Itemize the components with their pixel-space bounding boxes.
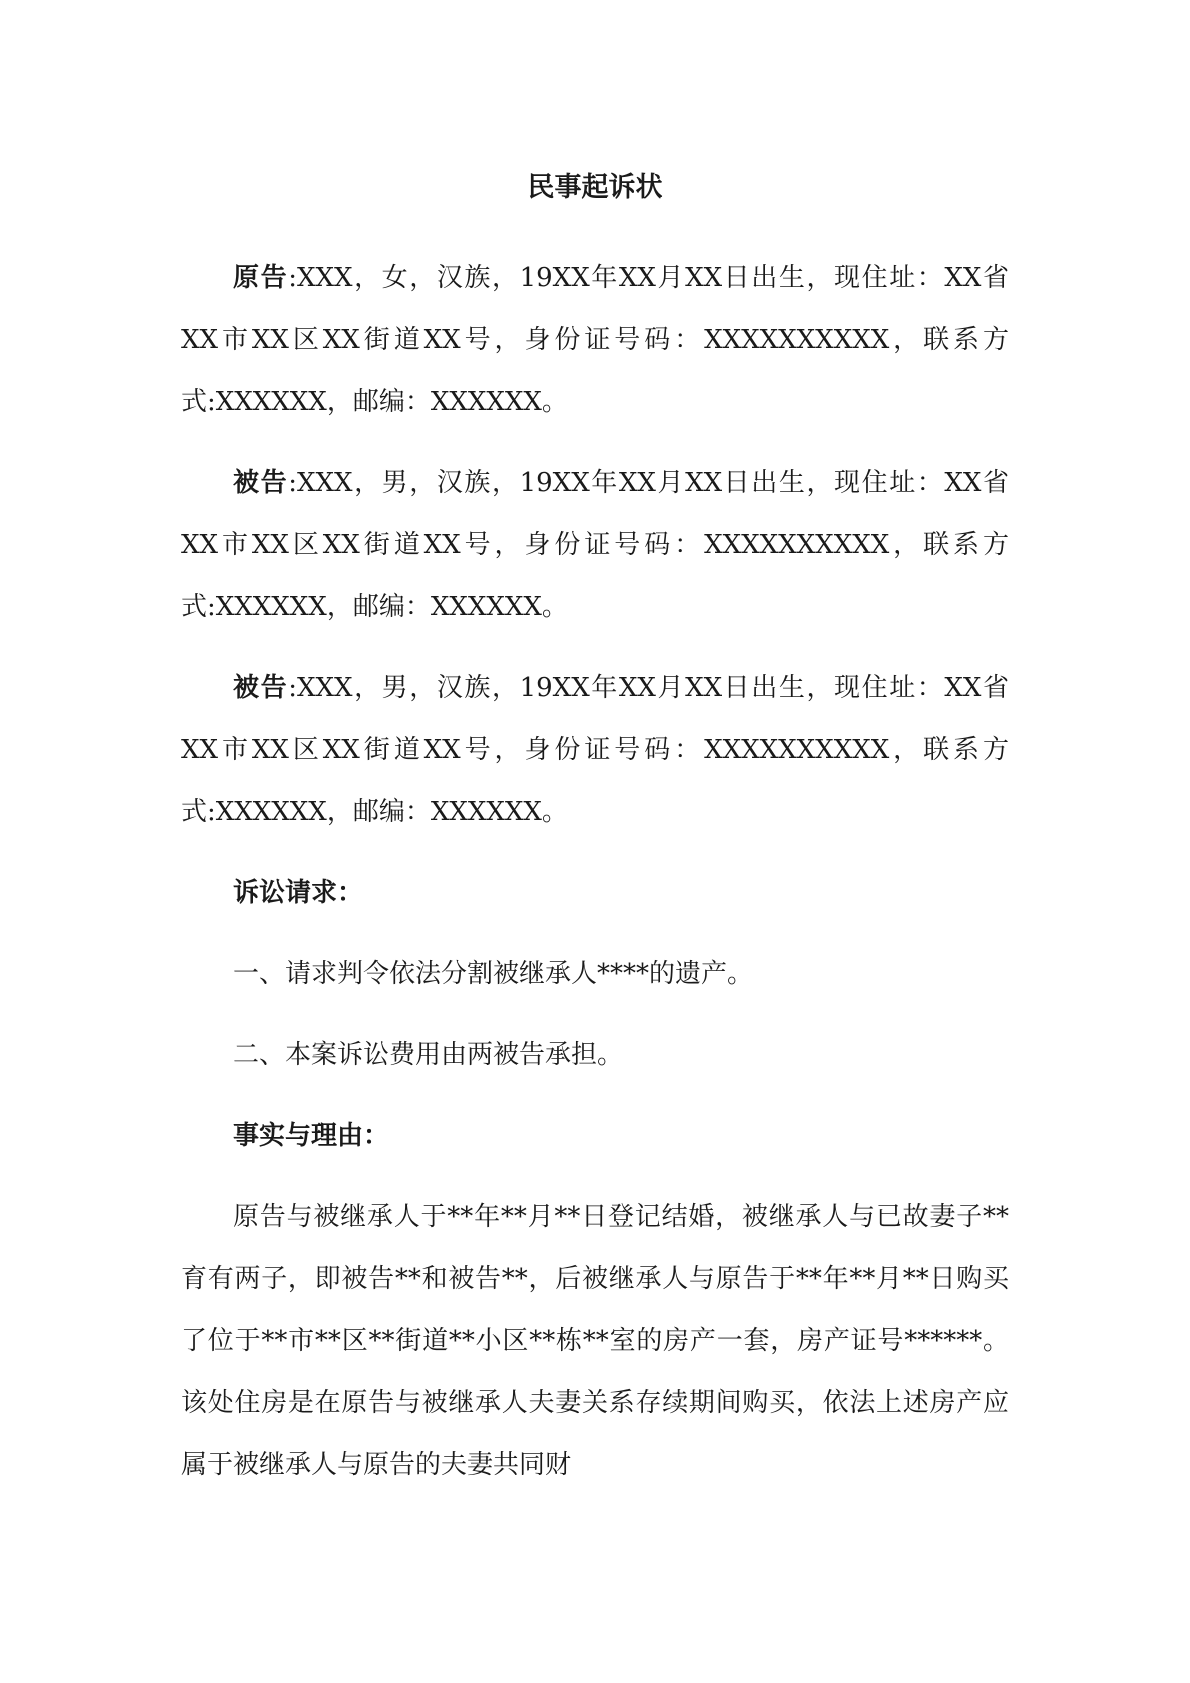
facts-heading: 事实与理由： xyxy=(233,1121,390,1151)
defendant-paragraph-1 xyxy=(181,452,1009,638)
claim-item-2: 二、本案诉讼费用由两被告承担。 xyxy=(233,1040,624,1070)
defendant-paragraph-2 xyxy=(181,657,1009,843)
plaintiff-label: 原告 xyxy=(233,263,289,293)
defendant-label-1: 被告 xyxy=(233,468,289,498)
defendant-details-1: :XXX，男，汉族，19XX年XX月XX日出生，现住址：XX省XX市XX区XX街道XX号，身份证号码：XXXXXXXXXX，联系方式:XXXXXX，邮编：XXXXXX。 xyxy=(181,468,1009,622)
claims-heading: 诉讼请求： xyxy=(233,878,364,908)
plaintiff-details: :XXX，女，汉族，19XX年XX月XX日出生，现住址：XX省XX市XX区XX街道XX号，身份证号码：XXXXXXXXXX，联系方式:XXXXXX，邮编：XXXXXX。 xyxy=(181,263,1009,417)
document-body xyxy=(181,247,1009,1515)
document-title: 民事起诉状 xyxy=(527,172,663,203)
facts-paragraph: 原告与被继承人于**年**月**日登记结婚，被继承人与已故妻子**育有两子，即被告**和被告**，后被继承人与原告于**年**月**日购买了位于**市**区**街道**小区**栋**室的房产一套，房产证号******。该处住房是在原告与被继承人夫妻关系存续期间购买，依法上述房产应属于被继承人与原告的夫妻共同财 xyxy=(181,1202,1009,1480)
defendant-details-2: :XXX，男，汉族，19XX年XX月XX日出生，现住址：XX省XX市XX区XX街道XX号，身份证号码：XXXXXXXXXX，联系方式:XXXXXX，邮编：XXXXXX。 xyxy=(181,673,1009,827)
defendant-label-2: 被告 xyxy=(233,673,289,703)
claim-item-1: 一、请求判令依法分割被继承人****的遗产。 xyxy=(233,959,754,989)
plaintiff-paragraph xyxy=(181,247,1009,433)
